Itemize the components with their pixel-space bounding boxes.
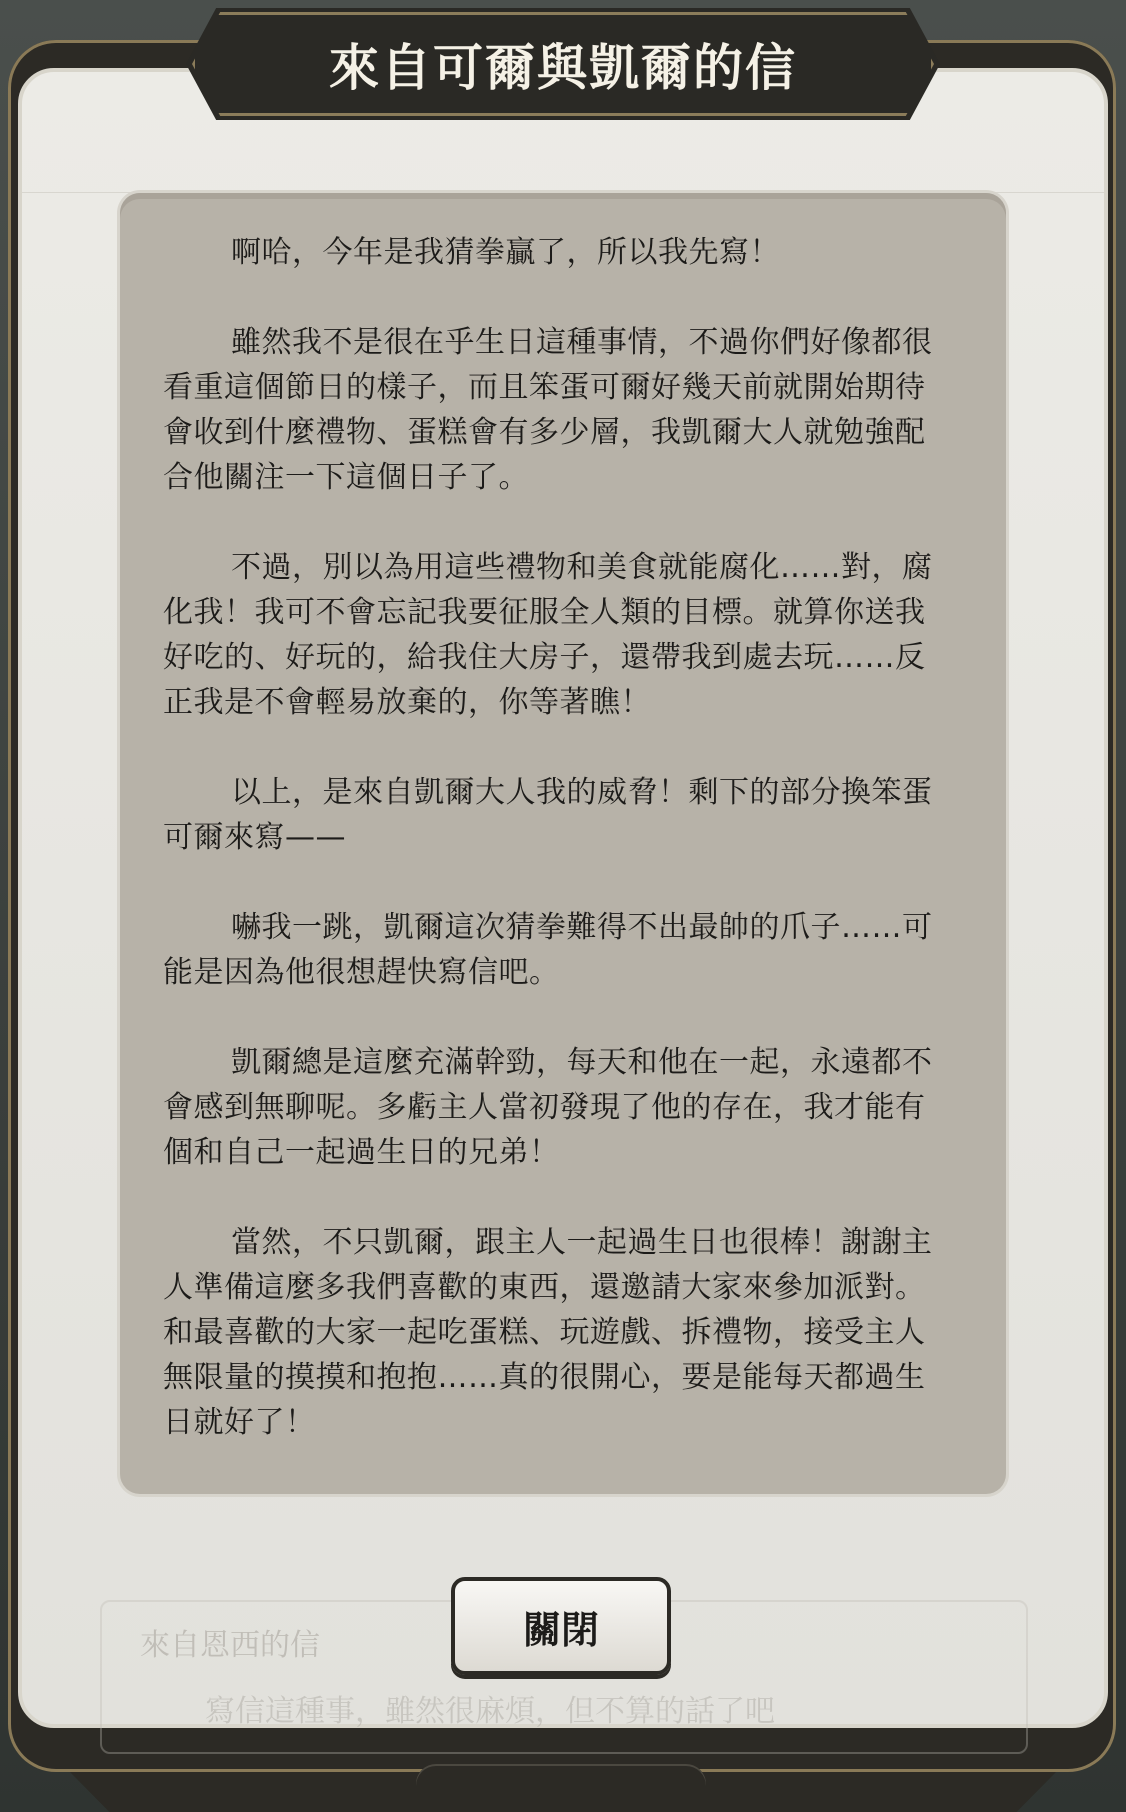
letter-body[interactable] bbox=[163, 230, 948, 1490]
letter-paragraph-4: 以上，是來自凱爾大人我的威脅！剩下的部分換笨蛋可爾來寫—— bbox=[163, 775, 933, 855]
close-button[interactable]: 關閉 bbox=[451, 1577, 671, 1675]
letter-paragraph-7: 當然，不只凱爾，跟主人一起過生日也很棒！謝謝主人準備這麼多我們喜歡的東西，還邀請大家來參加派對。和最喜歡的大家一起吃蛋糕、玩遊戲、拆禮物，接受主人無限量的摸摸和抱抱……真的很開心，要是能每天都過生日就好了！ bbox=[163, 1225, 933, 1440]
background-letter-title: 來自恩西的信 bbox=[140, 1628, 320, 1663]
letter-paragraph-1: 啊哈，今年是我猜拳贏了，所以我先寫！ bbox=[231, 235, 780, 270]
background-letter-text: 寫信這種事，雖然很麻煩，但不算的話了吧 bbox=[205, 1694, 775, 1729]
dialog-title: 來自可爾與凱爾的信 bbox=[329, 39, 797, 97]
letter-paragraph-5: 嚇我一跳，凱爾這次猜拳難得不出最帥的爪子……可能是因為他很想趕快寫信吧。 bbox=[163, 910, 933, 990]
letter-paragraph-6: 凱爾總是這麼充滿幹勁，每天和他在一起，永遠都不會感到無聊呢。多虧主人當初發現了他的存在，我才能有個和自己一起過生日的兄弟！ bbox=[163, 1045, 933, 1170]
dialog-bottom-tab bbox=[416, 1764, 706, 1812]
letter-paragraph-3: 不過，別以為用這些禮物和美食就能腐化……對，腐化我！我可不會忘記我要征服全人類的目標。就算你送我好吃的、好玩的，給我住大房子，還帶我到處去玩……反正我是不會輕易放棄的，你等著瞧！ bbox=[163, 550, 933, 720]
letter-paragraph-2: 雖然我不是很在乎生日這種事情，不過你們好像都很看重這個節日的樣子，而且笨蛋可爾好幾天前就開始期待會收到什麼禮物、蛋糕會有多少層，我凱爾大人就勉強配合他關注一下這個日子了。 bbox=[163, 325, 933, 495]
